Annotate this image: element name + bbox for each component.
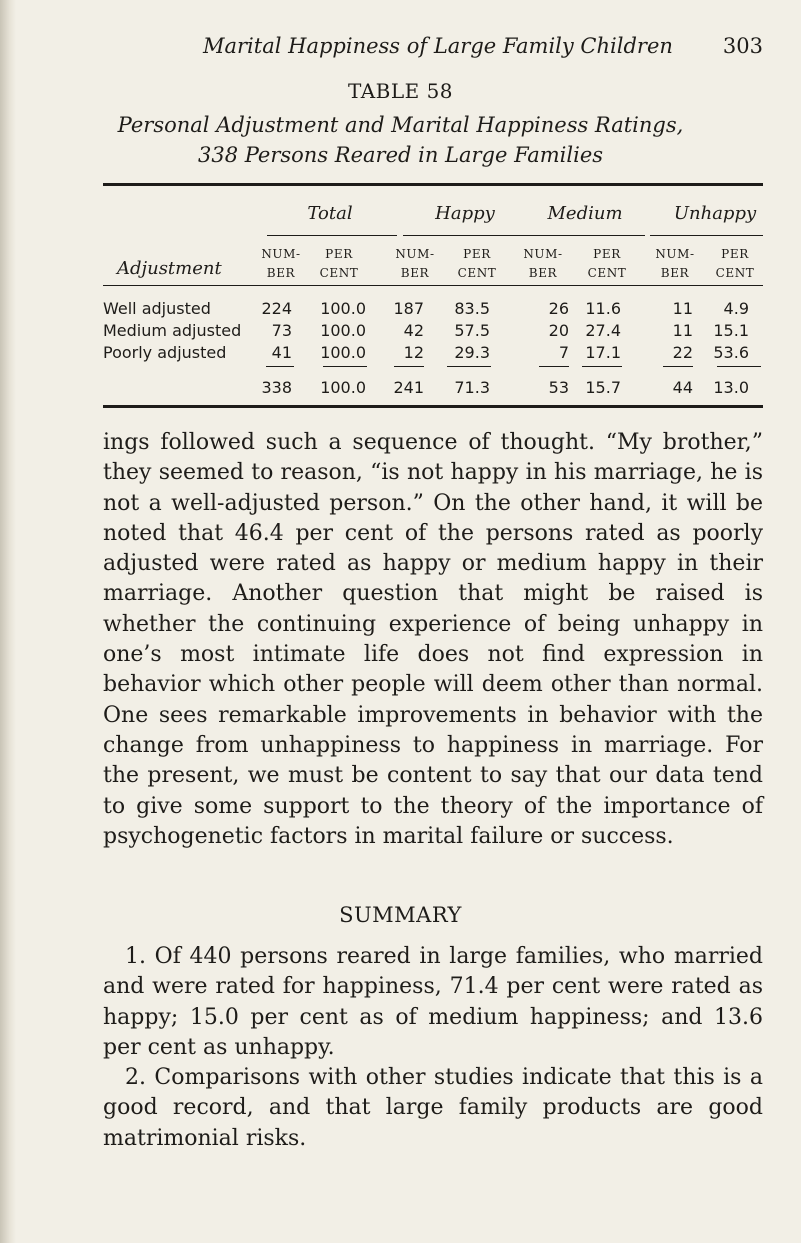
- group-header-happy: Happy: [435, 203, 495, 224]
- cell: 12: [403, 343, 424, 362]
- total-cell: 338: [261, 378, 292, 397]
- cell: 20: [548, 321, 569, 340]
- sum-underline: [323, 366, 367, 367]
- group-header-medium: Medium: [547, 203, 623, 224]
- running-title: Marital Happiness of Large Family Children: [203, 34, 673, 58]
- cell: 100.0: [320, 321, 366, 340]
- sum-underline: [582, 366, 622, 367]
- body-paragraph-text: ings followed such a sequence of thought. “My brother,” they seemed to reason, “is not happy in his marriage, he is not a well-adjusted person.” On the other hand, it will be noted that 46.4 per cent of the persons rated as poorly adjusted were rated as happy or medium happy in their marriage. Another question that might be raised is whether the continuing experience of being unhappy in one’s most intimate life does not find expression in behavior which other people will deem other than normal. One sees remarkable improvements in behavior with the change from unhappiness to happiness in marriage. For the present, we must be content to say that our data tend to give some support to the theory of the importance of psychogenetic factors in marital failure or success.: [103, 430, 763, 849]
- cell: 22: [672, 343, 693, 362]
- cell: 83.5: [454, 299, 490, 318]
- column-header-number: [508, 245, 578, 283]
- column-header-line: CENT: [319, 266, 359, 280]
- row-label: Medium adjusted: [103, 321, 242, 340]
- table-number: TABLE 58: [347, 79, 454, 103]
- total-cell: 241: [393, 378, 424, 397]
- column-header-line: CENT: [587, 266, 627, 280]
- total-cell: 15.7: [585, 378, 621, 397]
- group-underline: [267, 235, 397, 236]
- column-header-percent: [442, 245, 512, 283]
- column-header-percent: [304, 245, 374, 283]
- table-header-rule: [103, 285, 763, 286]
- cell: 11: [672, 321, 693, 340]
- cell: 57.5: [454, 321, 490, 340]
- cell: 27.4: [585, 321, 621, 340]
- column-header-line: PER: [325, 247, 353, 261]
- row-header-adjustment: Adjustment: [117, 258, 222, 279]
- cell: 73: [271, 321, 292, 340]
- cell: 15.1: [713, 321, 749, 340]
- row-label: Poorly adjusted: [103, 343, 227, 362]
- table-bottom-rule: [103, 405, 763, 408]
- column-header-line: PER: [593, 247, 621, 261]
- cell: 42: [403, 321, 424, 340]
- row-label: Well adjusted: [103, 299, 211, 318]
- column-header-line: BER: [528, 266, 558, 280]
- cell: 7: [558, 343, 569, 362]
- column-header-line: PER: [463, 247, 491, 261]
- group-underline: [521, 235, 645, 236]
- total-cell: 53: [548, 378, 569, 397]
- group-underline: [403, 235, 527, 236]
- cell: 11: [672, 299, 693, 318]
- table-title-line-1: Personal Adjustment and Marital Happiness Ratings,: [117, 113, 684, 137]
- table-top-rule: [103, 183, 763, 186]
- column-header-line: CENT: [457, 266, 497, 280]
- column-header-line: BER: [400, 266, 430, 280]
- cell: 187: [393, 299, 424, 318]
- group-underline: [650, 235, 763, 236]
- summary-item: 2. Comparisons with other studies indicate that this is a good record, and that large family products are good matrimonial risks.: [103, 1065, 763, 1151]
- cell: 224: [261, 299, 292, 318]
- column-header-line: NUM-: [261, 247, 301, 261]
- sum-underline: [394, 366, 424, 367]
- group-header-total: Total: [307, 203, 353, 224]
- total-cell: 44: [672, 378, 693, 397]
- cell: 4.9: [723, 299, 749, 318]
- sum-underline: [539, 366, 569, 367]
- cell: 26: [548, 299, 569, 318]
- sum-underline: [717, 366, 761, 367]
- group-header-unhappy: Unhappy: [673, 203, 757, 224]
- summary-item: 1. Of 440 persons reared in large families, who married and were rated for happiness, 71.4 per cent were rated as happy; 15.0 per cent as of medium happiness; and 13.6 per cent as unhappy.: [103, 944, 763, 1060]
- cell: 29.3: [454, 343, 490, 362]
- column-header-line: PER: [721, 247, 749, 261]
- sum-underline: [266, 366, 294, 367]
- total-cell: 13.0: [713, 378, 749, 397]
- sum-underline: [663, 366, 693, 367]
- column-header-line: NUM-: [655, 247, 695, 261]
- cell: 100.0: [320, 343, 366, 362]
- column-header-line: CENT: [715, 266, 755, 280]
- column-header-number: [380, 245, 450, 283]
- cell: 11.6: [585, 299, 621, 318]
- column-header-line: NUM-: [523, 247, 563, 261]
- column-header-percent: [700, 245, 770, 283]
- table-title-line-2: 338 Persons Reared in Large Families: [197, 143, 604, 167]
- cell: 100.0: [320, 299, 366, 318]
- running-header: [203, 34, 763, 58]
- cell: 41: [271, 343, 292, 362]
- summary-list: [103, 942, 763, 1154]
- cell: 53.6: [713, 343, 749, 362]
- column-header-line: BER: [266, 266, 296, 280]
- page-number: 303: [722, 34, 763, 58]
- column-header-percent: [572, 245, 642, 283]
- total-cell: 100.0: [320, 378, 366, 397]
- total-cell: 71.3: [454, 378, 490, 397]
- summary-heading: SUMMARY: [339, 903, 462, 927]
- column-header-line: NUM-: [395, 247, 435, 261]
- body-paragraph: [103, 428, 763, 852]
- column-header-line: BER: [660, 266, 690, 280]
- sum-underline: [447, 366, 491, 367]
- cell: 17.1: [585, 343, 621, 362]
- page-binding-edge: [0, 0, 16, 1243]
